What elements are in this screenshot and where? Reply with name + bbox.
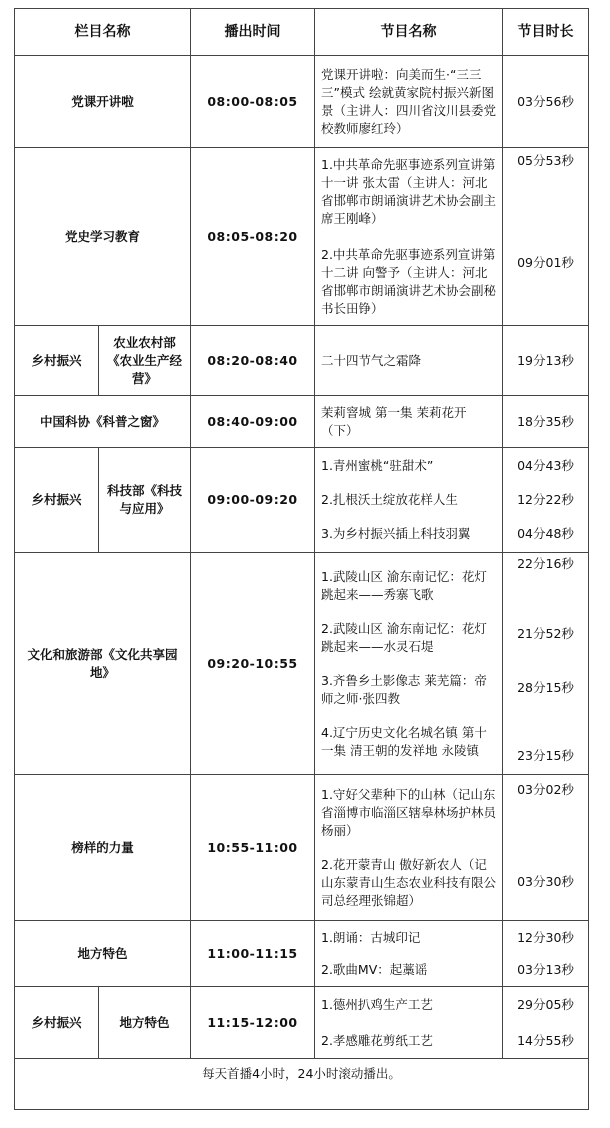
duration-item: 05分53秒 <box>517 153 574 168</box>
duration-item: 09分01秒 <box>517 255 574 270</box>
duration-cell <box>503 396 589 448</box>
program-item: 2.扎根沃土绽放花样人生 <box>321 492 458 507</box>
program-cell <box>315 148 503 326</box>
program-item: 1.德州扒鸡生产工艺 <box>321 996 433 1012</box>
header-column-name: 栏目名称 <box>15 9 191 56</box>
duration-item: 03分30秒 <box>517 874 574 889</box>
column-name-primary: 乡村振兴 <box>15 448 99 553</box>
program-item: 3.齐鲁乡土影像志 莱芜篇：帝师之师·张四教 <box>321 672 487 706</box>
duration-item: 03分02秒 <box>517 782 574 797</box>
table-row <box>15 553 589 775</box>
duration-item: 04分43秒 <box>517 458 574 473</box>
program-item: 1.中共革命先驱事迹系列宣讲第十一讲 张太雷（主讲人：河北省邯郸市朗诵演讲艺术协会副主席王刚峰） <box>321 156 497 226</box>
column-name: 中国科协《科普之窗》 <box>15 396 191 448</box>
header-program-name: 节目名称 <box>315 9 503 56</box>
duration-item: 12分22秒 <box>517 492 574 507</box>
program-cell <box>315 396 503 448</box>
duration-item: 19分13秒 <box>517 352 574 368</box>
table-row <box>15 56 589 148</box>
program-item: 3.为乡村振兴插上科技羽翼 <box>321 526 471 541</box>
column-name: 党课开讲啦 <box>15 56 191 148</box>
program-item: 1.守好父辈种下的山林（记山东省淄博市临淄区辖皋林场护林员杨丽） <box>321 786 497 838</box>
air-time: 09:00-09:20 <box>191 448 315 553</box>
program-item: 1.青州蜜桃“驻甜术” <box>321 458 434 473</box>
air-time: 09:20-10:55 <box>191 553 315 775</box>
duration-cell <box>503 448 589 553</box>
air-time: 08:05-08:20 <box>191 148 315 326</box>
schedule-table <box>14 8 589 1110</box>
program-cell <box>315 987 503 1059</box>
duration-item: 18分35秒 <box>517 413 574 429</box>
column-name: 地方特色 <box>15 921 191 987</box>
duration-cell <box>503 326 589 396</box>
table-row <box>15 448 589 553</box>
air-time: 11:15-12:00 <box>191 987 315 1059</box>
column-name-primary: 乡村振兴 <box>15 987 99 1059</box>
duration-item: 03分13秒 <box>517 961 574 977</box>
column-name-secondary: 科技部《科技与应用》 <box>99 448 191 553</box>
duration-cell <box>503 775 589 921</box>
program-item: 2.花开蒙青山 傲好新农人（记山东蒙青山生态农业科技有限公司总经理张锦超） <box>321 856 497 908</box>
duration-cell <box>503 56 589 148</box>
program-item: 2.中共革命先驱事迹系列宣讲第十二讲 向警予（主讲人：河北省邯郸市朗诵演讲艺术协会副秘书长田铮） <box>321 246 497 316</box>
duration-item: 14分55秒 <box>517 1032 574 1048</box>
program-item: 2.武陵山区 渝东南记忆：花灯跳起来——水灵石堤 <box>321 620 487 654</box>
duration-item: 12分30秒 <box>517 929 574 945</box>
program-cell <box>315 921 503 987</box>
column-name: 党史学习教育 <box>15 148 191 326</box>
header-air-time: 播出时间 <box>191 9 315 56</box>
duration-cell <box>503 987 589 1059</box>
program-cell <box>315 326 503 396</box>
duration-item: 29分05秒 <box>517 996 574 1012</box>
table-row <box>15 396 589 448</box>
column-name-primary: 乡村振兴 <box>15 326 99 396</box>
header-duration: 节目时长 <box>503 9 589 56</box>
program-item: 二十四节气之霜降 <box>321 352 422 368</box>
duration-cell <box>503 553 589 775</box>
table-row <box>15 326 589 396</box>
program-cell <box>315 448 503 553</box>
column-name-secondary: 地方特色 <box>99 987 191 1059</box>
program-item: 1.朗诵：古城印记 <box>321 929 421 945</box>
duration-item: 04分48秒 <box>517 526 574 541</box>
program-item: 2.歌曲MV：起藁谣 <box>321 961 428 977</box>
duration-cell <box>503 148 589 326</box>
program-cell <box>315 553 503 775</box>
air-time: 10:55-11:00 <box>191 775 315 921</box>
duration-item: 23分15秒 <box>517 748 574 763</box>
program-item: 4.辽宁历史文化名城名镇 第十一集 清王朝的发祥地 永陵镇 <box>321 724 487 758</box>
table-row <box>15 921 589 987</box>
duration-item: 22分16秒 <box>517 556 574 571</box>
duration-item: 28分15秒 <box>517 680 574 695</box>
header-row <box>15 9 589 56</box>
table-row <box>15 775 589 921</box>
program-cell <box>315 56 503 148</box>
footer-note: 每天首播4小时，24小时滚动播出。 <box>15 1059 589 1110</box>
duration-cell <box>503 921 589 987</box>
column-name: 文化和旅游部《文化共享园地》 <box>15 553 191 775</box>
duration-item: 03分56秒 <box>517 93 574 109</box>
duration-item: 21分52秒 <box>517 626 574 641</box>
program-item: 茉莉窨城 第一集 茉莉花开（下） <box>321 404 467 438</box>
footer-row <box>15 1059 589 1110</box>
column-name: 榜样的力量 <box>15 775 191 921</box>
table-row <box>15 987 589 1059</box>
program-cell <box>315 775 503 921</box>
program-item: 党课开讲啦：向美而生·“三三三”模式 绘就黄家院村振兴新图景（主讲人：四川省汶川县委党校教师廖红玲） <box>321 66 497 136</box>
air-time: 11:00-11:15 <box>191 921 315 987</box>
column-name-secondary: 农业农村部《农业生产经营》 <box>99 326 191 396</box>
air-time: 08:20-08:40 <box>191 326 315 396</box>
air-time: 08:40-09:00 <box>191 396 315 448</box>
table-row <box>15 148 589 326</box>
program-item: 1.武陵山区 渝东南记忆：花灯跳起来——秀寨飞歌 <box>321 568 487 602</box>
program-item: 2.孝感雕花剪纸工艺 <box>321 1032 433 1048</box>
air-time: 08:00-08:05 <box>191 56 315 148</box>
